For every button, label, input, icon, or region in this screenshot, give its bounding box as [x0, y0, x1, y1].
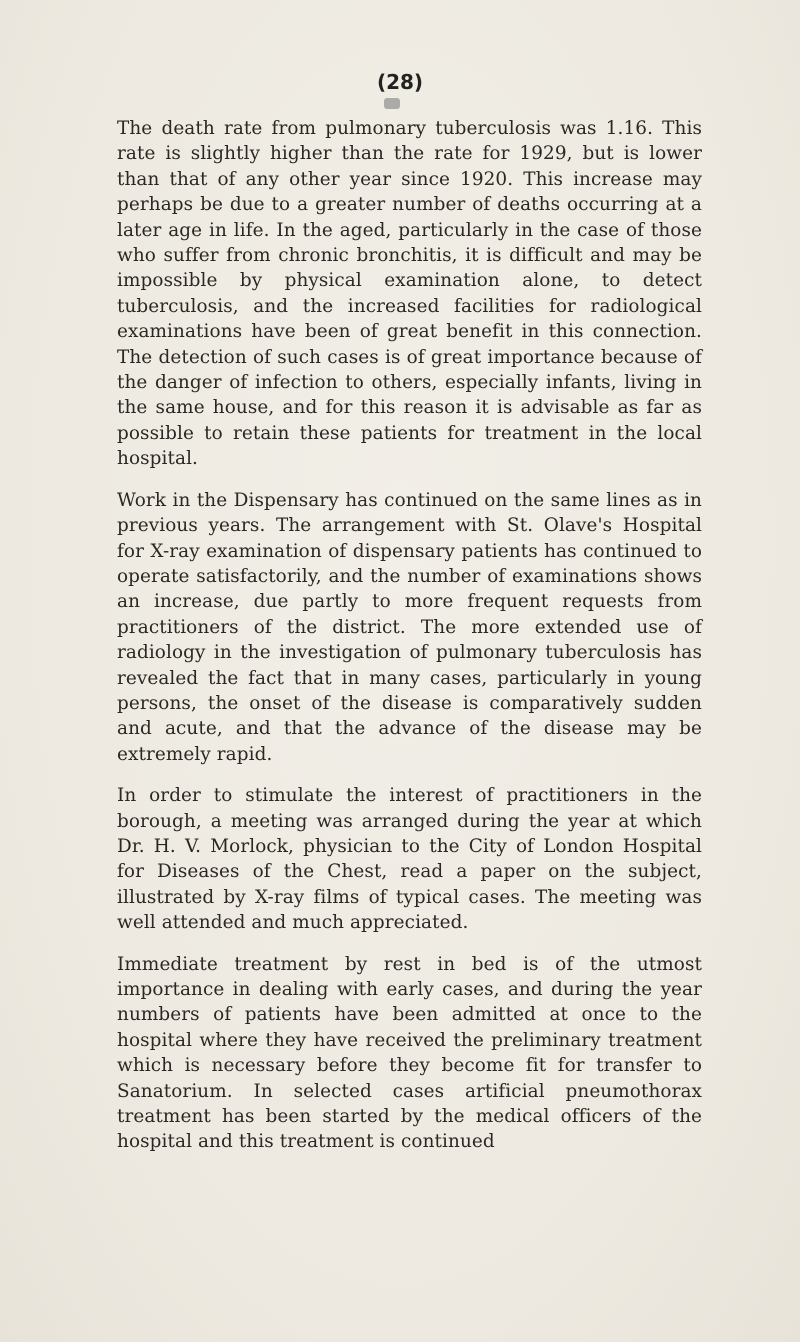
paragraph-dispensary-work: Work in the Dispensary has continued on the same lines as in previous years. The arrangement with St. Olave's Hospital for X-ray examination of dispensary patients has continued to operate satisfactorily, and the number of examinations shows an increase, due partly to more frequent requests from practitioners of the district. The more extended use of radiology in the investigation of pulmonary tuberculosis has revealed the fact that in many cases, particularly in young persons, the onset of the disease is comparatively sudden and acute, and that the advance of the disease may be extremely rapid. — [117, 489, 702, 765]
paragraph-practitioners-meeting: In order to stimulate the interest of practitioners in the borough, a meeting was arranged during the year at which Dr. H. V. Morlock, physician to the City of London Hospital for Diseases of the Chest, read a paper on the subject, illustrated by X-ray films of typical cases. The meeting was well attended and much appreciated. — [117, 785, 702, 934]
paragraph-tuberculosis-death-rate: The death rate from pulmonary tuberculosis was 1.16. This rate is slightly higher than the rate for 1929, but is lower than that of any other year since 1920. This increase may perhaps be due to a greater number of deaths occurring at a later age in life. In the aged, particularly in the case of those who suffer from chronic bronchitis, it is difficult and may be impossible by physical examination alone, to detect tuberculosis, and the increased facilities for radiological examinations have been of great benefit in this connection. The detection of such cases is of great importance because of the danger of infection to others, especially infants, living in the same house, and for this reason it is advisable as far as possible to retain these patients for treatment in the local hospital. — [117, 118, 702, 470]
ink-smudge — [384, 98, 400, 109]
paragraph-immediate-treatment: Immediate treatment by rest in bed is of the utmost importance in dealing with early cases, and during the year numbers of patients have been admitted at once to the hospital where they have received the preliminary treatment which is necessary before they become fit for transfer to Sanatorium. In selected cases artificial pneumothorax treatment has been started by the medical officers of the hospital and this treatment is continued — [117, 953, 702, 1153]
body-text — [117, 116, 702, 1171]
page-number: (28) — [376, 70, 424, 94]
